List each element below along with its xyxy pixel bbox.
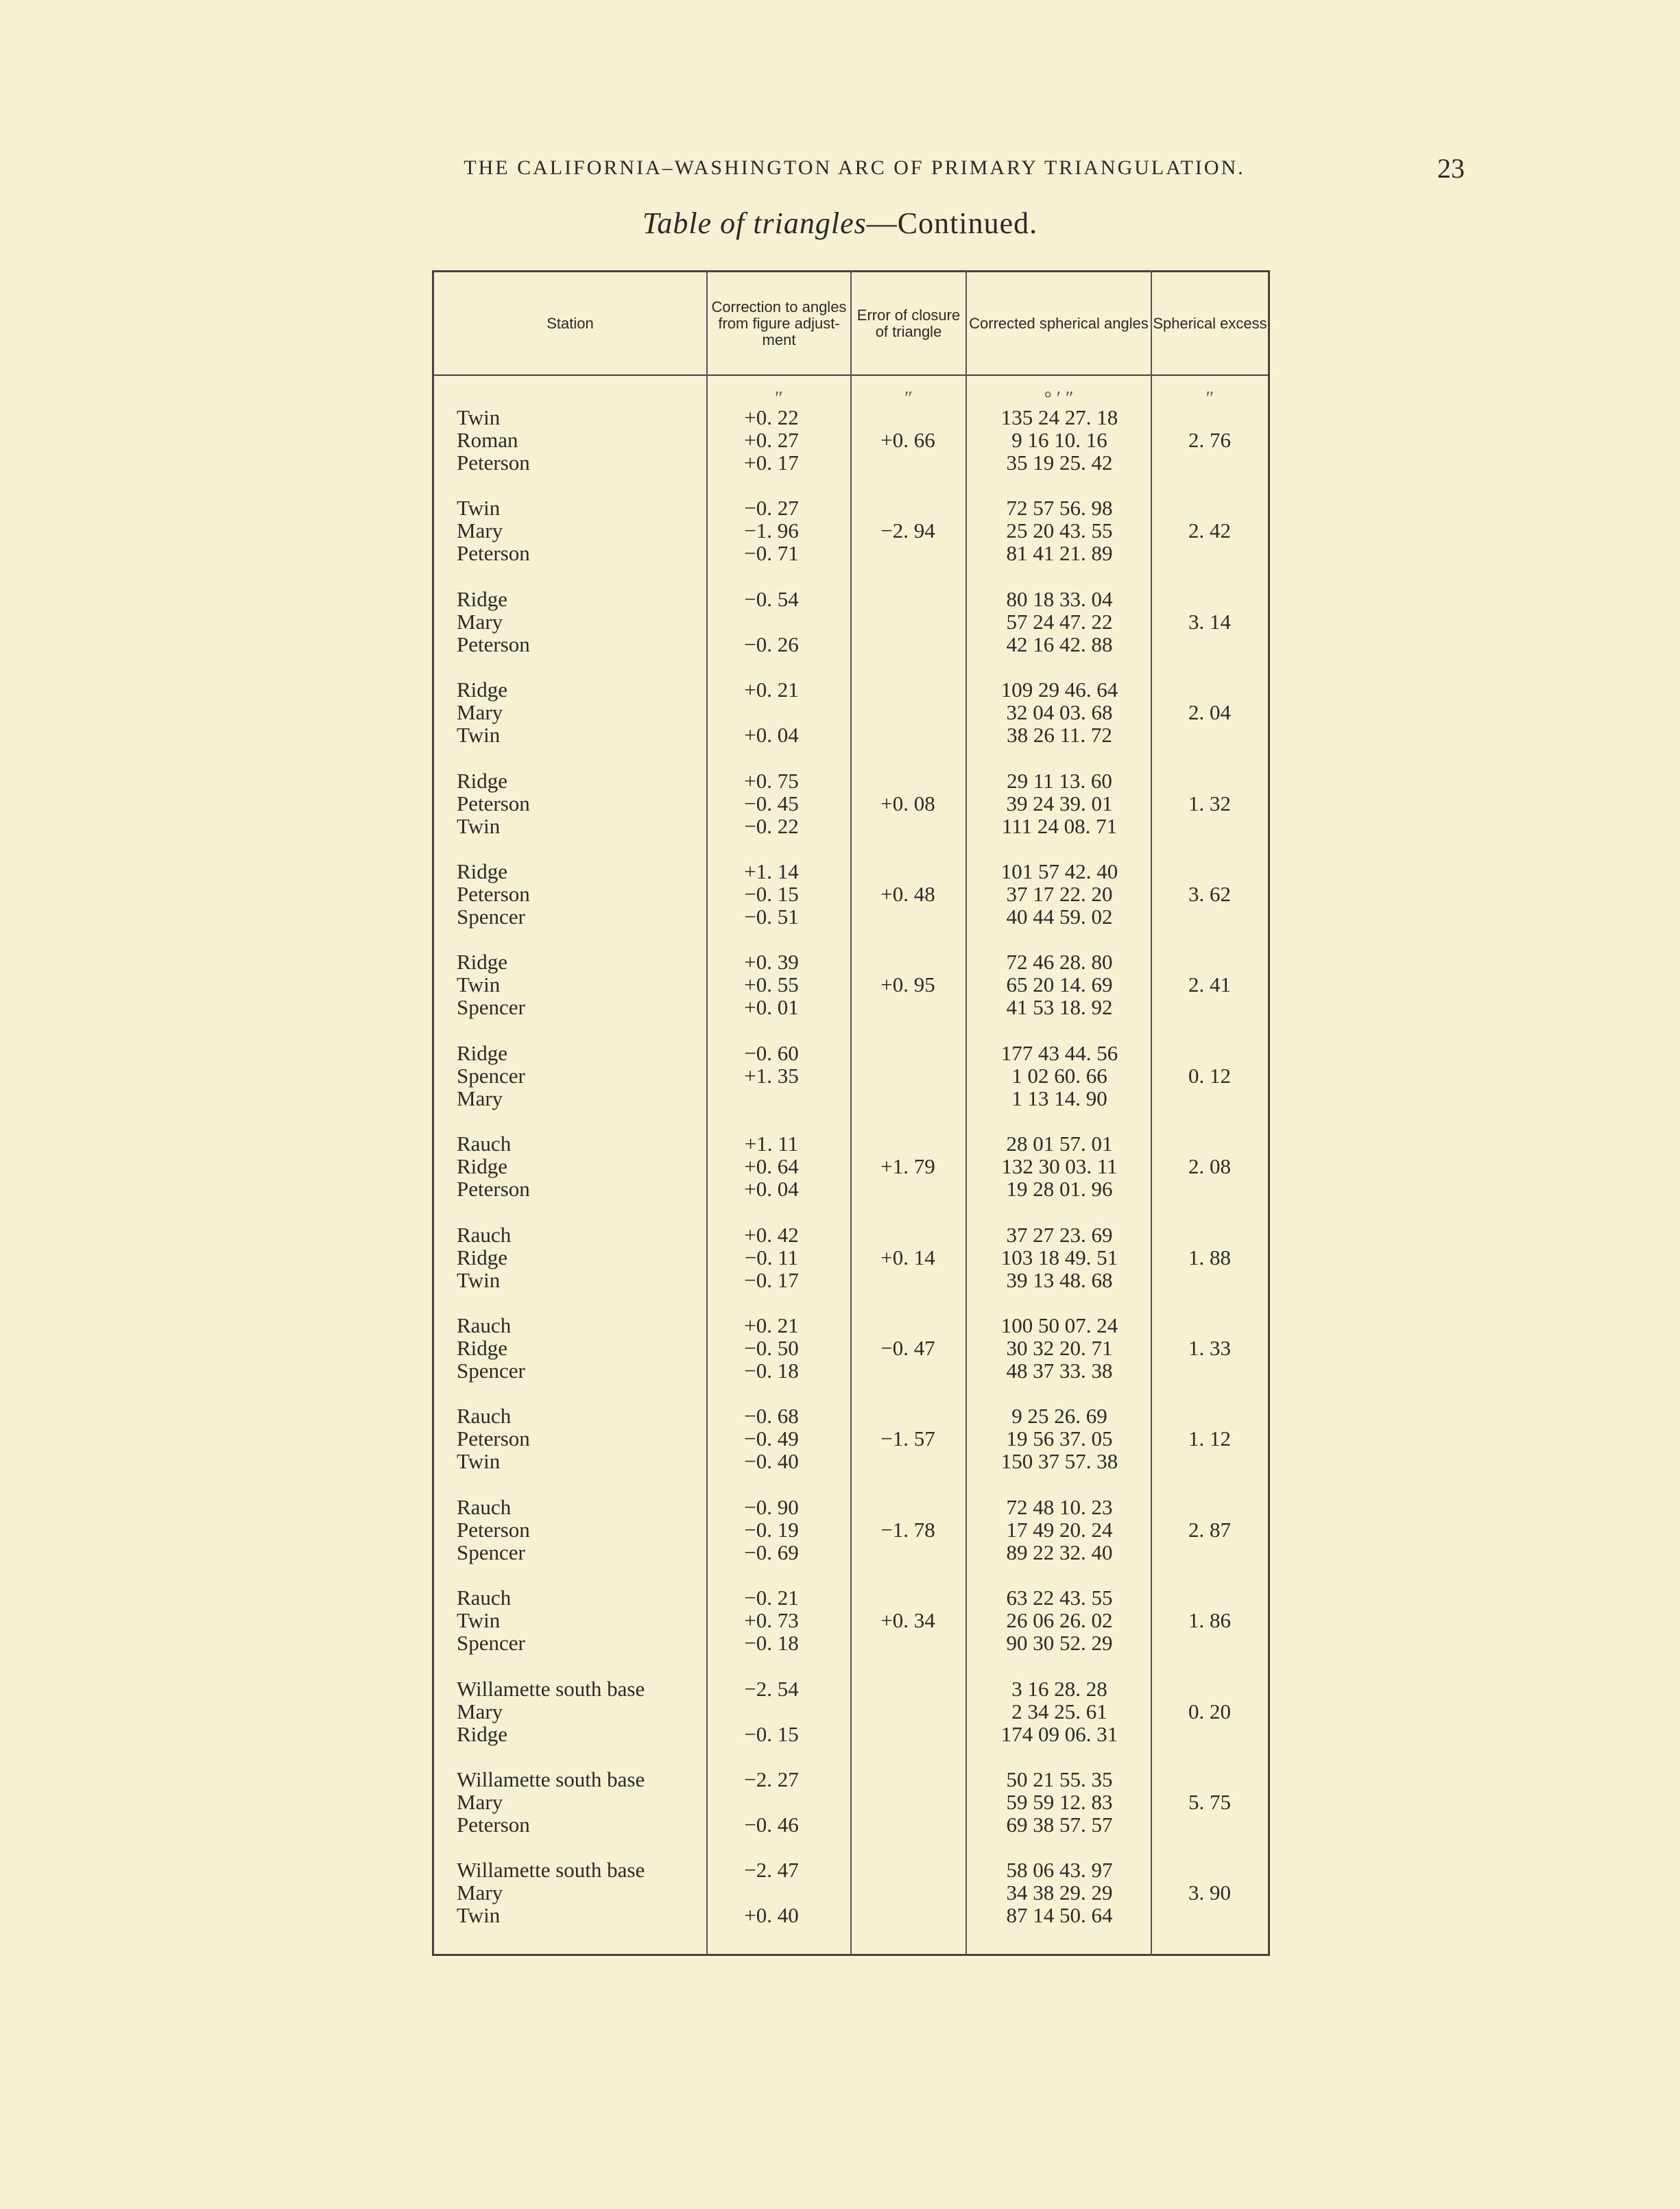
spherical-angle: 29 11 13. 60 [1007,768,1112,793]
spherical-angle: 150 37 57. 38 [1000,1449,1118,1474]
spherical-excess: 2. 42 [1188,518,1231,543]
triangle-group [432,769,1270,838]
station-name: Willamette south base [457,1858,645,1883]
table-title-italic: Table of triangles [642,206,867,240]
station-name: Peterson [457,1813,530,1837]
spherical-angle: 72 46 28. 80 [1006,950,1113,975]
triangle-group [432,1132,1270,1201]
correction-value: −2. 47 [744,1858,799,1883]
station-name: Ridge [457,586,508,611]
correction-value: +1. 14 [744,859,799,883]
spherical-angle: 65 20 14. 69 [1006,972,1113,997]
spherical-angle: 38 26 11. 72 [1007,723,1112,748]
triangle-group [432,1677,1270,1746]
correction-value: −0. 69 [744,1540,799,1564]
correction-value: −0. 49 [744,1426,799,1451]
closure-error: −1. 78 [880,1517,935,1542]
spherical-angle: 19 28 01. 96 [1006,1177,1113,1202]
correction-value: −0. 17 [744,1267,799,1292]
triangle-group [432,1314,1270,1383]
spherical-angle: 72 48 10. 23 [1006,1494,1113,1519]
correction-value: −0. 26 [744,632,799,656]
triangle-group [432,1768,1270,1837]
closure-error: −2. 94 [880,518,935,543]
spherical-angle: 69 38 57. 57 [1006,1813,1113,1837]
triangle-group [432,406,1270,475]
closure-error: +0. 48 [880,882,935,906]
correction-value: −0. 60 [744,1040,799,1065]
spherical-angle: 37 27 23. 69 [1006,1222,1113,1247]
station-name: Twin [457,1903,501,1928]
station-name: Ridge [457,1721,508,1746]
spherical-angle: 9 25 26. 69 [1011,1404,1107,1429]
station-name: Peterson [457,1517,530,1542]
station-name: Twin [457,1267,501,1292]
page-number: 23 [1437,153,1465,184]
correction-value: +0. 64 [744,1154,799,1179]
station-name: Twin [457,972,501,997]
spherical-angle: 135 24 27. 18 [1000,405,1118,429]
correction-value: −0. 90 [744,1494,799,1519]
correction-value: +0. 21 [744,678,799,702]
correction-value: +0. 04 [744,1177,799,1202]
spherical-angle: 101 57 42. 40 [1000,859,1118,883]
station-name: Ridge [457,859,508,883]
station-name: Ridge [457,1154,508,1179]
closure-error: +0. 34 [880,1608,935,1633]
station-name: Spencer [457,995,525,1020]
correction-value: +1. 11 [744,1132,799,1156]
station-name: Ridge [457,768,508,793]
closure-error: −0. 47 [880,1336,935,1360]
spherical-excess: 2. 41 [1188,972,1231,997]
spherical-angle: 2 34 25. 61 [1011,1699,1107,1723]
station-name: Peterson [457,632,530,656]
spherical-angle: 58 06 43. 97 [1006,1858,1113,1883]
spherical-angle: 17 49 20. 24 [1006,1517,1113,1542]
unit-excess: ″ [1205,388,1214,409]
spherical-excess: 0. 20 [1188,1699,1231,1723]
correction-value: +1. 35 [744,1063,799,1088]
spherical-angle: 28 01 57. 01 [1006,1132,1113,1156]
spherical-angle: 80 18 33. 04 [1006,586,1113,611]
spherical-excess: 2. 04 [1188,700,1231,725]
spherical-excess: 1. 12 [1188,1426,1231,1451]
spherical-excess: 1. 33 [1188,1336,1231,1360]
spherical-angle: 26 06 26. 02 [1006,1608,1113,1633]
correction-value: −0. 50 [744,1336,799,1360]
station-name: Mary [457,1086,503,1110]
correction-value: +0. 73 [744,1608,799,1633]
station-name: Rauch [457,1404,512,1429]
spherical-excess: 3. 14 [1188,609,1231,634]
correction-value: −0. 27 [744,496,799,521]
spherical-angle: 1 02 60. 66 [1011,1063,1107,1088]
spherical-excess: 1. 86 [1188,1608,1231,1633]
station-name: Ridge [457,678,508,702]
station-name: Ridge [457,1245,508,1269]
station-name: Rauch [457,1494,512,1519]
station-name: Twin [457,723,501,748]
spherical-angle: 132 30 03. 11 [1001,1154,1118,1179]
station-name: Ridge [457,950,508,975]
station-name: Willamette south base [457,1676,645,1701]
correction-value: +0. 22 [744,405,799,429]
station-name: Peterson [457,541,530,566]
spherical-angle: 9 16 10. 16 [1011,428,1107,452]
correction-value: +0. 55 [744,972,799,997]
spherical-angle: 63 22 43. 55 [1006,1586,1113,1610]
station-name: Spencer [457,1631,525,1656]
spherical-angle: 103 18 49. 51 [1000,1245,1118,1269]
station-name: Twin [457,405,501,429]
spherical-excess: 1. 32 [1188,791,1231,815]
correction-value: −0. 71 [744,541,799,566]
spherical-angle: 87 14 50. 64 [1006,1903,1113,1928]
spherical-angle: 32 04 03. 68 [1006,700,1113,725]
station-name: Rauch [457,1222,512,1247]
spherical-angle: 111 24 08. 71 [1001,813,1118,838]
spherical-excess: 2. 08 [1188,1154,1231,1179]
correction-value: −0. 46 [744,1813,799,1837]
station-name: Mary [457,700,503,725]
triangle-group [432,860,1270,929]
triangle-group [432,678,1270,747]
spherical-angle: 174 09 06. 31 [1000,1721,1118,1746]
unit-error: ″ [904,388,913,409]
spherical-excess: 1. 88 [1188,1245,1231,1269]
station-name: Twin [457,1449,501,1474]
spherical-angle: 42 16 42. 88 [1006,632,1113,656]
spherical-angle: 19 56 37. 05 [1006,1426,1113,1451]
spherical-angle: 30 32 20. 71 [1006,1336,1113,1360]
column-header-error: Error of closure of triangle [856,307,961,340]
spherical-angle: 72 57 56. 98 [1006,496,1113,521]
station-name: Mary [457,1880,503,1905]
correction-value: +0. 42 [744,1222,799,1247]
spherical-angle: 50 21 55. 35 [1006,1767,1113,1791]
station-name: Ridge [457,1040,508,1065]
station-name: Twin [457,496,501,521]
triangle-group [432,588,1270,656]
station-name: Peterson [457,1177,530,1202]
station-name: Peterson [457,1426,530,1451]
correction-value: −0. 68 [744,1404,799,1429]
station-name: Peterson [457,791,530,815]
correction-value: +0. 17 [744,451,799,475]
closure-error: +1. 79 [880,1154,935,1179]
station-name: Twin [457,813,501,838]
correction-value: +0. 21 [744,1313,799,1337]
correction-value: −0. 18 [744,1359,799,1383]
spherical-angle: 81 41 21. 89 [1006,541,1113,566]
triangle-group [432,1405,1270,1473]
station-name: Peterson [457,882,530,906]
triangle-group [432,1223,1270,1292]
correction-value: −0. 40 [744,1449,799,1474]
running-header: THE CALIFORNIA–WASHINGTON ARC OF PRIMARY TRIANGULATION. [464,156,1245,179]
spherical-angle: 39 13 48. 68 [1006,1267,1113,1292]
correction-value: −0. 45 [744,791,799,815]
spherical-angle: 57 24 47. 22 [1006,609,1113,634]
triangle-group [432,951,1270,1019]
station-name: Spencer [457,1540,525,1564]
correction-value: −0. 54 [744,586,799,611]
column-header-station: Station [547,315,594,332]
station-name: Rauch [457,1132,512,1156]
spherical-angle: 48 37 33. 38 [1006,1359,1113,1383]
spherical-excess: 2. 87 [1188,1517,1231,1542]
spherical-angle: 3 16 28. 28 [1011,1676,1107,1701]
spherical-angle: 35 19 25. 42 [1006,451,1113,475]
station-name: Spencer [457,905,525,929]
table-title [0,206,1680,241]
spherical-angle: 41 53 18. 92 [1006,995,1113,1020]
spherical-angle: 39 24 39. 01 [1006,791,1113,815]
spherical-angle: 37 17 22. 20 [1006,882,1113,906]
correction-value: +0. 75 [744,768,799,793]
spherical-angle: 40 44 59. 02 [1006,905,1113,929]
correction-value: −2. 27 [744,1767,799,1791]
spherical-excess: 2. 76 [1188,428,1231,452]
spherical-excess: 3. 90 [1188,1880,1231,1905]
station-name: Twin [457,1608,501,1633]
spherical-angle: 1 13 14. 90 [1011,1086,1107,1110]
station-name: Willamette south base [457,1767,645,1791]
column-header-angles: Corrected spherical angles [969,315,1149,332]
station-name: Spencer [457,1063,525,1088]
correction-value: −0. 11 [744,1245,799,1269]
unit-correction: ″ [775,388,783,409]
station-name: Peterson [457,451,530,475]
closure-error: +0. 08 [880,791,935,815]
spherical-angle: 34 38 29. 29 [1006,1880,1113,1905]
correction-value: +0. 01 [744,995,799,1020]
triangle-group [432,1586,1270,1655]
spherical-angle: 109 29 46. 64 [1000,678,1118,702]
station-name: Mary [457,518,503,543]
station-name: Rauch [457,1313,512,1337]
station-name: Mary [457,1699,503,1723]
correction-value: +0. 04 [744,723,799,748]
spherical-angle: 177 43 44. 56 [1000,1040,1118,1065]
correction-value: −0. 22 [744,813,799,838]
closure-error: −1. 57 [880,1426,935,1451]
correction-value: −0. 19 [744,1517,799,1542]
station-name: Roman [457,428,518,452]
correction-value: +0. 27 [744,428,799,452]
column-header-correction: Correction to angles from figure adjust-ment [711,298,847,348]
correction-value: +0. 39 [744,950,799,975]
spherical-angle: 100 50 07. 24 [1000,1313,1118,1337]
station-name: Mary [457,1790,503,1814]
closure-error: +0. 66 [880,428,935,452]
spherical-angle: 59 59 12. 83 [1006,1790,1113,1814]
triangle-group [432,1042,1270,1110]
correction-value: −2. 54 [744,1676,799,1701]
correction-value: −0. 18 [744,1631,799,1656]
spherical-angle: 89 22 32. 40 [1006,1540,1113,1564]
correction-value: −0. 21 [744,1586,799,1610]
spherical-angle: 90 30 52. 29 [1006,1631,1113,1656]
station-name: Rauch [457,1586,512,1610]
correction-value: −1. 96 [744,518,799,543]
station-name: Ridge [457,1336,508,1360]
correction-value: +0. 40 [744,1903,799,1928]
triangle-group [432,1859,1270,1927]
correction-value: −0. 51 [744,905,799,929]
closure-error: +0. 14 [880,1245,935,1269]
spherical-angle: 25 20 43. 55 [1006,518,1113,543]
triangle-table [432,270,1270,1956]
spherical-excess: 3. 62 [1188,882,1231,906]
unit-angles: ° ′ ″ [1044,388,1074,409]
closure-error: +0. 95 [880,972,935,997]
correction-value: −0. 15 [744,1721,799,1746]
spherical-excess: 5. 75 [1188,1790,1231,1814]
column-header-excess: Spherical excess [1153,315,1267,332]
triangle-group [432,497,1270,565]
triangle-group [432,1496,1270,1564]
spherical-excess: 0. 12 [1188,1063,1231,1088]
station-name: Mary [457,609,503,634]
station-name: Spencer [457,1359,525,1383]
correction-value: −0. 15 [744,882,799,906]
table-title-rest: —Continued. [866,206,1038,240]
